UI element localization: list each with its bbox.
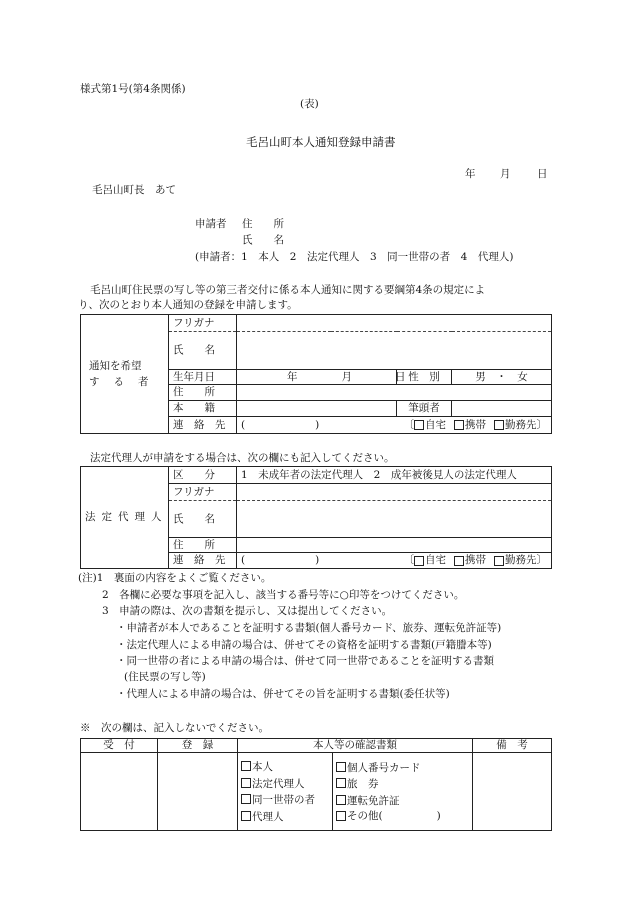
check-other-label: その他( xyxy=(347,810,383,822)
group-label-line-2: する者 xyxy=(89,376,163,388)
honseki-field[interactable] xyxy=(237,401,397,417)
checkbox-home[interactable] xyxy=(414,420,424,430)
applicant-label: 申請者 xyxy=(195,218,227,230)
contact-label: 連 絡 先 xyxy=(169,417,237,434)
note-3: 3 申請の際は、次の書類を提示し、又は提出してください。 xyxy=(102,605,393,617)
checkbox-household[interactable] xyxy=(241,794,251,804)
rep-phone-home-label: 自宅 xyxy=(425,554,446,567)
office-use-note: ※ 次の欄は、記入しないでください。 xyxy=(80,722,269,734)
rep-address-label: 住 所 xyxy=(169,538,237,553)
addressee: 毛呂山町長 あて xyxy=(92,184,176,196)
date-month-label: 月 xyxy=(500,168,511,180)
checkbox-legal-rep[interactable] xyxy=(241,778,251,788)
notification-person-group-label xyxy=(81,315,169,434)
rep-name-field[interactable] xyxy=(237,501,552,538)
rep-contact-paren-close: ) xyxy=(315,554,320,567)
note-bullet-3: ・同一世帯の者による申請の場合は、併せて同一世帯であることを証明する書類 xyxy=(116,655,494,667)
applicant-type-checks xyxy=(238,753,333,831)
contact-paren-open: ( xyxy=(241,418,246,431)
name-field[interactable] xyxy=(237,332,552,370)
address-label: 住 所 xyxy=(169,385,237,401)
rep-phone-work-label: 勤務先〕 xyxy=(505,554,547,567)
phone-mobile-label: 携帯 xyxy=(465,418,486,431)
document-type-checks xyxy=(333,753,473,831)
checkbox-drivers-license[interactable] xyxy=(336,795,346,805)
birth-day-label: 日 xyxy=(395,370,406,383)
receipt-cell[interactable] xyxy=(81,753,158,831)
note-2: 2 各欄に必要な事項を記入し、該当する番号等に○印等をつけてください。 xyxy=(102,589,465,601)
rep-phone-mobile-label: 携帯 xyxy=(465,554,486,567)
furigana-label: フリガナ xyxy=(169,315,237,332)
note-bullet-3-cont: (住民票の写し等) xyxy=(124,671,206,683)
date-year-label: 年 xyxy=(465,168,476,180)
note-bullet-2: ・法定代理人による申請の場合は、併せてその資格を証明する書類(戸籍謄本等) xyxy=(116,639,492,651)
check-passport-label: 旅 券 xyxy=(347,778,379,790)
name-label: 氏 名 xyxy=(169,332,237,370)
legal-representative-note: 法定代理人が申請をする場合は、次の欄にも記入してください。 xyxy=(90,452,395,464)
rep-checkbox-mobile[interactable] xyxy=(454,556,464,566)
legal-representative-table xyxy=(80,466,552,569)
honseki-label: 本 籍 xyxy=(169,401,237,417)
kubun-label: 区 分 xyxy=(169,467,237,484)
group-label-line-1: 通知を希望 xyxy=(89,359,142,372)
note-bullet-1: ・申請者が本人であることを証明する書類(個人番号カード、旅券、運転免許証等) xyxy=(116,622,502,634)
hittousha-label: 筆頭者 xyxy=(397,401,452,417)
header-remarks: 備 考 xyxy=(473,739,552,753)
checkbox-passport[interactable] xyxy=(336,778,346,788)
phone-bracket-open: 〔 xyxy=(403,418,414,431)
gender-label: 性 別 xyxy=(397,370,452,385)
rep-contact-paren-open: ( xyxy=(241,554,246,567)
rep-phone-bracket-open: 〔 xyxy=(403,554,414,567)
rep-checkbox-home[interactable] xyxy=(414,556,424,566)
phone-home-label: 自宅 xyxy=(425,418,446,431)
birth-year-label: 年 xyxy=(287,370,298,383)
checkbox-mobile[interactable] xyxy=(454,420,464,430)
rep-furigana-label: フリガナ xyxy=(169,484,237,501)
check-other-close: ) xyxy=(436,810,441,822)
rep-contact-label: 連 絡 先 xyxy=(169,553,237,569)
hittousha-field[interactable] xyxy=(452,401,552,417)
check-household-label: 同一世帯の者 xyxy=(252,794,315,806)
address-field[interactable] xyxy=(237,385,552,401)
legal-representative-group-label: 法定代理人 xyxy=(81,467,169,569)
date-day-label: 日 xyxy=(537,168,548,180)
checkbox-agent[interactable] xyxy=(241,811,251,821)
note-bullet-4: ・代理人による申請の場合は、併せてその旨を証明する書類(委任状等) xyxy=(116,688,450,700)
check-license-label: 運転免許証 xyxy=(347,794,400,807)
contact-field[interactable] xyxy=(237,417,552,434)
intro-line-1: 毛呂山町住民票の写し等の第三者交付に係る本人通知に関する要綱第4条の規定によ xyxy=(90,284,486,296)
checkbox-my-number-card[interactable] xyxy=(336,762,346,772)
notification-person-table xyxy=(80,314,552,434)
checkbox-self[interactable] xyxy=(241,761,251,771)
contact-paren-close: ) xyxy=(315,418,320,431)
rep-name-label: 氏 名 xyxy=(169,501,237,538)
gender-options[interactable]: 男 ・ 女 xyxy=(452,370,552,385)
register-cell[interactable] xyxy=(158,753,238,831)
check-legal-rep-label: 法定代理人 xyxy=(252,777,305,790)
office-use-table xyxy=(80,738,552,831)
form-side-label: (表) xyxy=(300,98,319,110)
rep-address-field[interactable] xyxy=(237,538,552,553)
checkbox-other[interactable] xyxy=(336,811,346,821)
intro-line-2: り、次のとおり本人通知の登録を申請します。 xyxy=(78,299,298,311)
check-agent-label: 代理人 xyxy=(252,810,284,823)
form-number: 様式第1号(第4条関係) xyxy=(80,83,186,95)
rep-contact-field[interactable] xyxy=(237,553,552,569)
checkbox-work[interactable] xyxy=(494,420,504,430)
header-id-documents: 本人等の確認書類 xyxy=(238,739,473,753)
applicant-name-label: 氏 名 xyxy=(242,234,284,246)
birthdate-field[interactable] xyxy=(237,370,406,385)
header-receipt: 受 付 xyxy=(81,739,158,753)
check-self-label: 本人 xyxy=(252,761,273,773)
furigana-field[interactable] xyxy=(237,315,552,332)
birth-month-label: 月 xyxy=(341,370,352,383)
rep-checkbox-work[interactable] xyxy=(494,556,504,566)
applicant-address-label: 住 所 xyxy=(242,218,284,230)
check-my-number-label: 個人番号カード xyxy=(347,761,421,774)
applicant-types: (申請者：1 本人 2 法定代理人 3 同一世帯の者 4 代理人) xyxy=(195,251,514,263)
birthdate-label: 生年月日 xyxy=(169,370,237,385)
header-register: 登 録 xyxy=(158,739,238,753)
rep-furigana-field[interactable] xyxy=(237,484,552,501)
note-1: (注)1 裏面の内容をよくご覧ください。 xyxy=(78,572,272,584)
phone-work-label: 勤務先〕 xyxy=(505,418,547,431)
page-title: 毛呂山町本人通知登録申請書 xyxy=(246,135,396,149)
remarks-cell[interactable] xyxy=(473,753,552,831)
kubun-options[interactable]: 1 未成年者の法定代理人 2 成年被後見人の法定代理人 xyxy=(237,467,552,484)
